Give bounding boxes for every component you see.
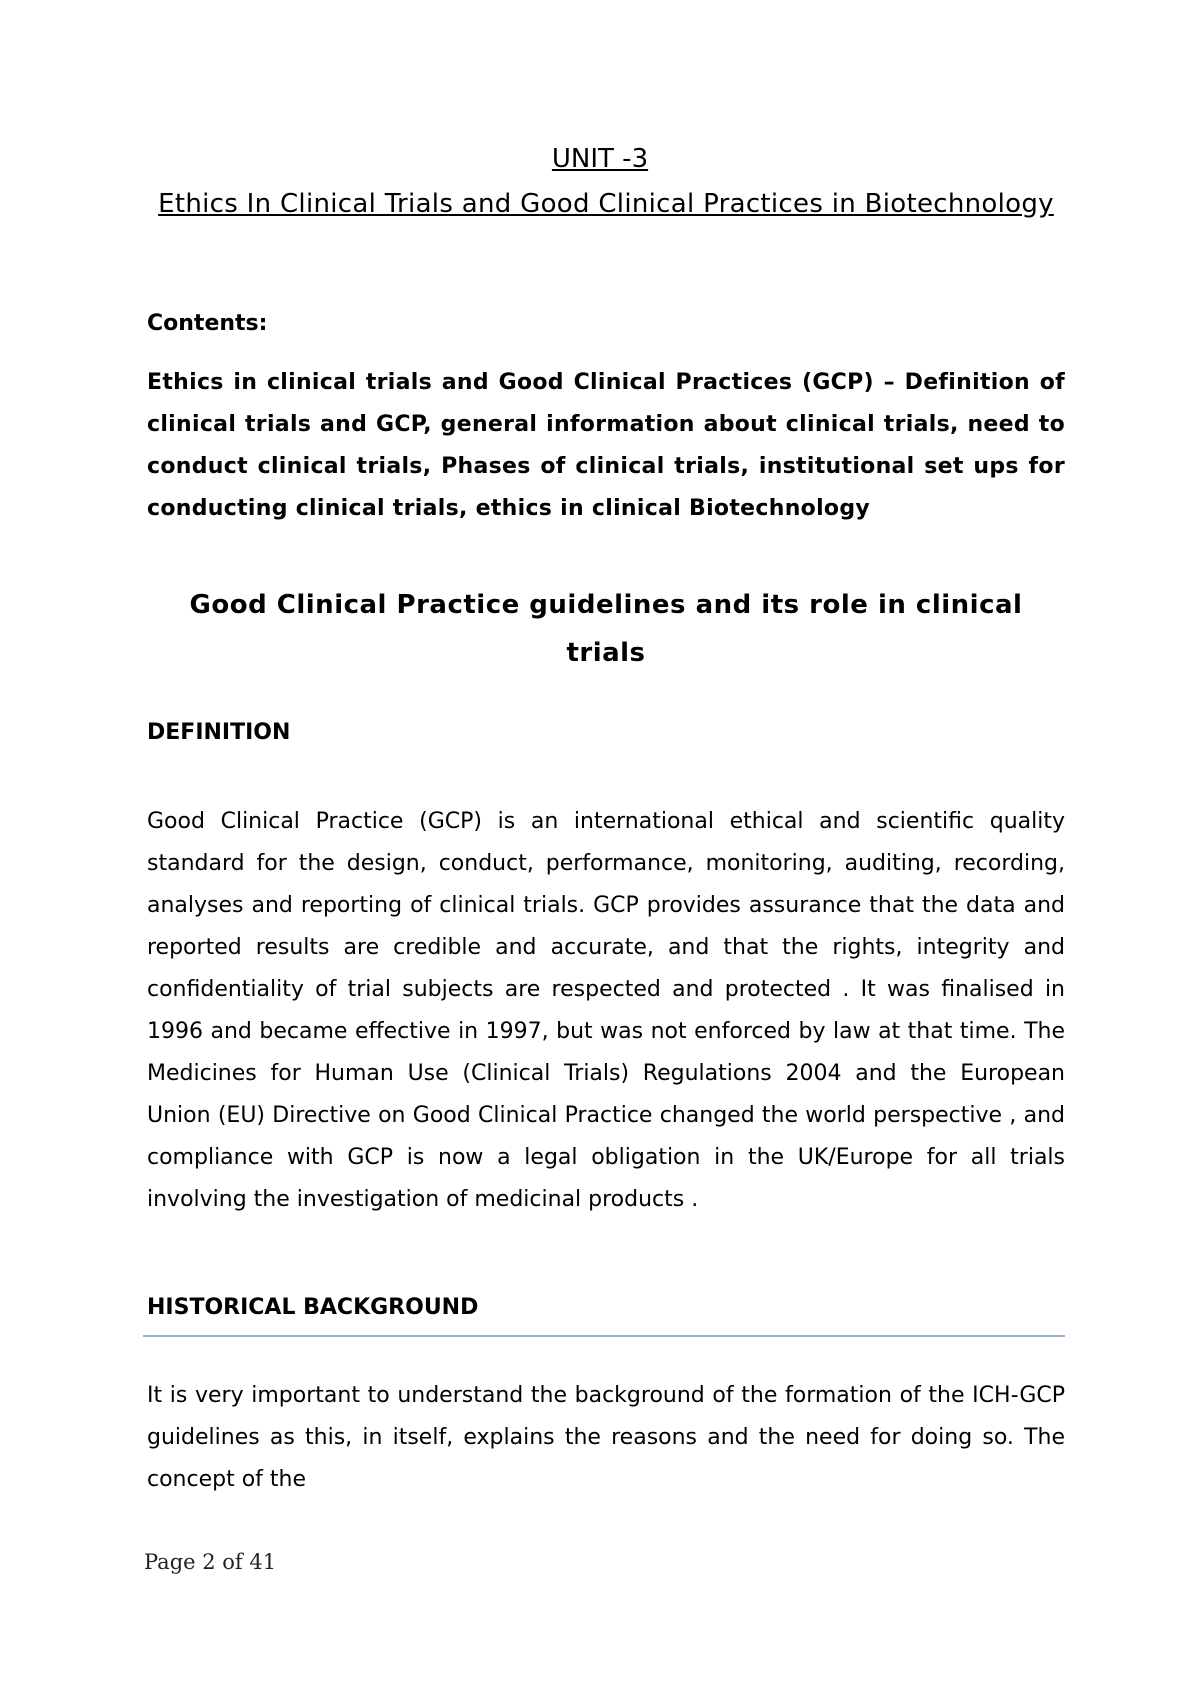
- definition-heading: DEFINITION: [147, 720, 291, 745]
- heading-divider: [143, 1335, 1065, 1337]
- section-heading: Good Clinical Practice guidelines and its role in clinical trials: [189, 590, 1023, 668]
- document-title: Ethics In Clinical Trials and Good Clinical Practices in Biotechnology: [158, 189, 1054, 219]
- definition-paragraph: Good Clinical Practice (GCP) is an international ethical and scientific quality standard for the design, conduct, performance, monitoring, auditing, recording, analyses and reporting of clinical trials. GCP provides assurance that the data and reported results are credible and accurate, and that the rights, integrity and confidentiality of trial subjects are respected and protected . It was finalised in 1996 and became effective in 1997, but was not enforced by law at that time. The Medicines for Human Use (Clinical Trials) Regulations 2004 and the European Union (EU) Directive on Good Clinical Practice changed the world perspective , and compliance with GCP is now a legal obligation in the UK/Europe for all trials involving the investigation of medicinal products .: [147, 809, 1065, 1212]
- contents-label: Contents:: [147, 311, 268, 336]
- history-heading: HISTORICAL BACKGROUND: [147, 1295, 479, 1320]
- contents-text: Ethics in clinical trials and Good Clinical Practices (GCP) – Definition of clinical trials and GCP, general information about clinical trials, need to conduct clinical trials, Phases of clinical trials, institutional set ups for conducting clinical trials, ethics in clinical Biotechnology: [147, 370, 1065, 521]
- unit-title: UNIT -3: [551, 144, 649, 174]
- history-paragraph: It is very important to understand the background of the formation of the ICH-GCP guidelines as this, in itself, explains the reasons and the need for doing so. The concept of the: [147, 1383, 1065, 1492]
- page-number: Page 2 of 41: [144, 1550, 277, 1574]
